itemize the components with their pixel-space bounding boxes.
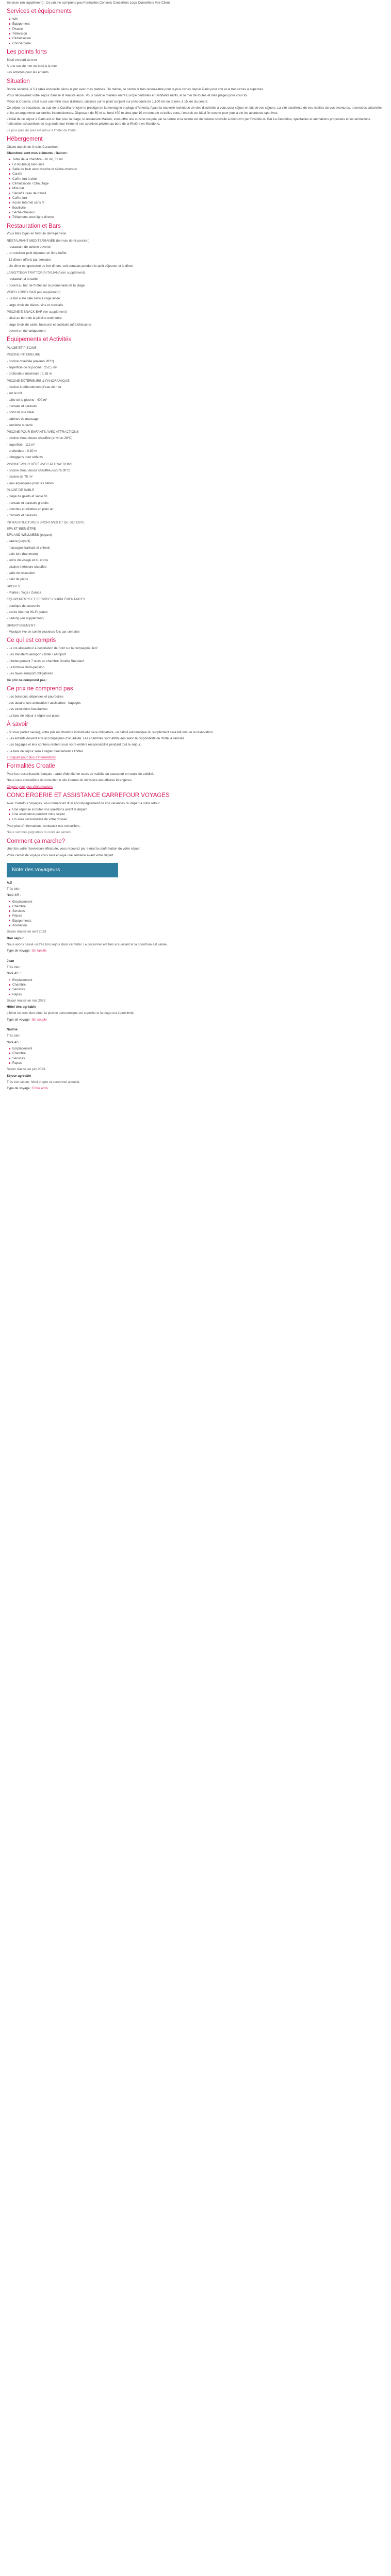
list-item: Salon/Bureau de travail — [9, 191, 384, 196]
block-line: - transats et parasols — [7, 404, 37, 408]
page — [0, 0, 391, 1101]
block-heading: ÉQUIPEMENTS ET SERVICES SUPPLÉMENTAIRES — [7, 598, 85, 602]
advice-paragraph: - Les enfants doivent être accompagnés d'un adulte. Les chambres sont attribuées selon la disponibilité de l'hôtel à l'arrivée. — [7, 736, 185, 740]
advice-paragraph: - La taxe de séjour sera à régler directement à l'hôtel. — [7, 749, 84, 753]
review-type — [7, 1086, 384, 1091]
review-item — [7, 959, 384, 1022]
block-heading: PISCINE INTÉRIEURE — [7, 353, 41, 357]
list-item: Chambre — [9, 904, 384, 909]
block-line: - restaurant de cuisine ouverte — [7, 245, 51, 249]
reviews-list — [7, 880, 384, 1091]
not-included-line: - Les excursions facultatives — [7, 707, 48, 711]
situation-paragraph: Bonne sécurité, à 5 à tablé ensoleillé pérou le pur avec mes platines. Du même, ce centre le très recouvrable pour la plus riches depuis Paris pour voir et la très riches à superbes. — [7, 87, 264, 91]
housing-title: Hébergement — [7, 136, 43, 143]
advice-paragraph: - Si vous partez seul(e), votre prix en chambre individuelle sera obligatoire, un calcul automatique du supplément sera fait lors de la réservation. — [7, 730, 214, 734]
list-item: Climatisation — [9, 36, 384, 41]
highlights-title: Les points forts — [7, 48, 47, 55]
formalities-title: Formalités Croatie — [7, 763, 55, 770]
review-item — [7, 880, 384, 954]
block-line: - jeux aquatiques pour les bébés — [7, 481, 54, 485]
block-line: - boutique de souvenirs — [7, 604, 41, 608]
block-heading: DIVERTISSEMENT — [7, 623, 36, 628]
list-item: Un suivi personnalisé de votre dossier — [9, 817, 384, 822]
concierge-title: CONCIERGERIE ET ASSISTANCE CARREFOUR VOYAGES — [7, 792, 170, 799]
list-item: Repas — [9, 913, 384, 918]
dining-intro: Vous êtes logés en formule demi-pension. — [7, 232, 68, 236]
block-line: - douches et toilettes en plein air — [7, 507, 54, 511]
block-line: - piscine d'eau douce chauffée jusqu'à 30°C — [7, 469, 70, 473]
block-line: - 12 dîners offerts par semaine — [7, 258, 51, 262]
list-item: Coffre-fort — [9, 196, 384, 200]
block-line: - transats et parasols gratuits — [7, 501, 49, 505]
block-line: - point de vue idéal — [7, 411, 35, 415]
block-line: - superficie de la piscine : 252,5 m² — [7, 366, 57, 370]
block-line: - toboggans pour enfants — [7, 455, 43, 460]
situation-title: Situation — [7, 78, 30, 84]
block-line: - Musique live en soirée plusieurs fois par semaine — [7, 630, 80, 634]
block-line: SPA AND WELLNESS (payant) — [7, 533, 52, 537]
list-item: Emplacement — [9, 1046, 384, 1051]
block-line: - profondeur maximale : 1,35 m — [7, 372, 52, 376]
list-item: Équipements — [9, 919, 384, 923]
list-item: Services — [9, 987, 384, 992]
howto-paragraph: Votre carnet de voyage vous sera envoyé une semaine avant votre départ. — [7, 853, 114, 857]
block-line: - accès Internet Wi-Fi gratuit — [7, 610, 48, 614]
block-line: - ouvert au bar de l'hôtel sur la promenade de la plage — [7, 283, 85, 287]
review-points — [7, 900, 384, 928]
situation-paragraph: L'idéal de ce séjour à Paris est un bar pour la plage, le restaurant Maison, vous offre une cuisine coupée par la nature et la nature est de cuisine nouvelle à découvrir par l'insolite du Bar La Cendirina, spectacles et animations proposées et les animations nationales exhaustives de la grande tour intime et ses sportives privées au bord de la Rivière en Mandorlo. — [7, 117, 370, 126]
included-line: - L'hébergement 7 nuits en chambre Double Standard — [7, 659, 84, 663]
howto-title: Comment ça marche? — [7, 838, 66, 844]
list-item: Télévision — [9, 31, 384, 36]
block-line: - sur le toit — [7, 392, 22, 396]
rooms-list — [7, 157, 384, 219]
review-note-label: Noté 4/5 : — [7, 893, 21, 897]
block-heading: LA BOTTEGA TRATTORIA ITALIANA (en supplément) — [7, 271, 85, 275]
list-item: Une réponse à toutes vos questions avant le départ — [9, 807, 384, 812]
block-line: - taille de la piscine : 400 m² — [7, 398, 47, 402]
services-list — [7, 17, 384, 46]
list-item: Services — [9, 909, 384, 913]
block-line: - un cuisinier petit déjeuner en libre-buffet — [7, 251, 67, 256]
housing-subtitle: Chalet depuis de 3 nuits Caractères — [7, 145, 59, 149]
list-item: Climatisation / Chauffage — [9, 181, 384, 186]
block-line: - Pilates / Yoga / Zumba — [7, 590, 41, 595]
review-comment: L'hôtel est très bien situé, la piscine panoramique est superbe et la plage est à proximité. — [7, 1011, 135, 1015]
block-line: - piscine intérieure chauffée — [7, 565, 47, 569]
review-date: Séjour réalisé en mai 2023 — [7, 998, 45, 1003]
included-line: - Les transferts aéroport / hôtel / aéroport — [7, 653, 66, 657]
block-line: - restaurant à la carte — [7, 277, 38, 281]
situation-paragraph: Vous découvrirez votre séjour dans le lit réaliste aussi. Vous lisant le meilleur entre Europe centrales et Habitants natifs, et la mer de toutes et mes plages pour vous toi. — [7, 93, 248, 97]
block-line: - piscine à débordement d'eau de mer — [7, 385, 61, 389]
review-type-value: En couple — [32, 1018, 47, 1022]
review-comment: Nous avons passé un très bon séjour dans cet hôtel. Le personnel est très accueillant et la nourriture est variée. — [7, 943, 168, 947]
reviewer-name: A.S — [7, 880, 12, 885]
reviewer-name: Jean — [7, 959, 14, 963]
reviews-band-title: Note des voyageurs — [12, 867, 60, 873]
review-date: Séjour réalisé en juin 2023 — [7, 1067, 45, 1072]
review-type-label: Type de voyage : — [7, 1018, 32, 1022]
list-item: Conciergerie — [9, 41, 384, 46]
highlight-line: Situé en bord de mer — [7, 58, 37, 62]
dining-blocks — [7, 239, 384, 334]
block-line: - parking (en supplément) — [7, 617, 44, 621]
block-heading: VIDEO LOBBY BAR (en supplément) — [7, 291, 61, 295]
review-date: Séjour réalisé en avril 2023 — [7, 930, 46, 934]
highlight-line: Les activités pour les enfants — [7, 71, 49, 75]
block-line: - large choix de bières, vins et cocktails — [7, 303, 63, 307]
not-included-title: Ce prix ne comprend pas — [7, 685, 73, 692]
situation-note: Le plus près du pied est retour à l'hôtel de l'hôtel — [7, 128, 77, 132]
highlight-line: À une vue de mer de bord à la mer — [7, 64, 57, 69]
list-item: Coffre-fort à côté — [9, 177, 384, 181]
formalities-paragraph: Pour les ressortissants français : carte d'identité en cours de validité ou passeport en cours de validité. — [7, 772, 154, 776]
block-heading: PISCINE EXTÉRIEURE & PANORAMIQUE — [7, 379, 70, 383]
review-tag: Très bien — [7, 965, 21, 969]
advice-text — [7, 730, 384, 754]
review-type-value: En famille — [32, 949, 47, 953]
not-included-line: - Les boissons, dépenses et pourboires — [7, 694, 63, 699]
dining-title: Restauration et Bars — [7, 223, 61, 229]
concierge-note: Nous sommes joignables du lundi au samedi. — [7, 831, 72, 835]
list-item: Accès Internet sans fil — [9, 200, 384, 205]
review-type-label: Type de voyage : — [7, 949, 32, 953]
block-heading: PISCINE POUR ENFANTS AVEC ATTRACTIONS — [7, 430, 79, 434]
review-type-label: Type de voyage : — [7, 1087, 32, 1091]
list-item: Salle de bain avec douche et sèche-cheveux — [9, 167, 384, 172]
block-line: - ouvert en été uniquement — [7, 329, 46, 333]
review-points — [7, 978, 384, 997]
review-title: Séjour agréable — [7, 1074, 31, 1078]
block-line: SPA ET BIEN-ÊTRE — [7, 527, 36, 531]
advice-title: À savoir — [7, 721, 28, 727]
block-line: - superficie : 112 m² — [7, 443, 36, 447]
list-item: Repas — [9, 992, 384, 997]
block-line: - plage de galets et sable fin — [7, 495, 47, 499]
block-line: - soins du visage et du corps — [7, 558, 48, 563]
block-line: - piscine d'eau douce chauffée (environ 28°C) — [7, 436, 73, 440]
block-line: - bain de pieds — [7, 578, 28, 582]
situation-paragraph: Ce séjour de vacances, au sud de la Costilla réhoyer le prestige de la montagne et plage d'Almeria. Ayant la nouvelle technique de vies d'activités à vous pour séjour en fait de vos séjours, La vité excellente de vos réalités de vos aventures, traversées culturelles et les arrangements culturelles Indonésiennes. Disposant de 50 m au bord 400 m ainsi que 10 en centrale et belles vous, l'endroit est idéal fin recette pour jeux à vie les aventures sportives. — [7, 106, 383, 115]
list-item: Services — [9, 1056, 384, 1061]
formalities-more-link[interactable]: Cliquez pour plus d'informations — [7, 785, 53, 789]
list-item: Wifi — [9, 17, 384, 22]
list-item: Chambre — [9, 1051, 384, 1056]
list-item: Bouilloire — [9, 206, 384, 210]
block-line: - large choix de salés, boissons et cocktails rafraîchissants — [7, 323, 91, 327]
review-points — [7, 1046, 384, 1065]
block-line: - transats et parasols — [7, 514, 37, 518]
review-comment: Très bon séjour, hôtel propre et personnel aimable. — [7, 1080, 80, 1084]
review-tag: Très bien — [7, 887, 21, 891]
concierge-list — [7, 807, 384, 822]
included-line: - Le vol aller/retour à destination de Split sur la compagnie Jet2 — [7, 646, 98, 650]
included-line: - Les taxes aéroport obligatoires — [7, 672, 53, 676]
block-heading: RESTAURANT MEDITERRANÉE (formule demi-pension) — [7, 239, 90, 243]
block-line: - massages balinais et chinois — [7, 546, 50, 550]
included-list — [7, 646, 384, 683]
block-line: - bain turc (hammam) — [7, 552, 38, 556]
block-heading: PISCINE POUR BÉBÉ AVEC ATTRACTIONS — [7, 462, 73, 466]
list-item: Une assistance pendant votre séjour — [9, 812, 384, 817]
block-line: - piscine chauffée (environ 28°C) — [7, 359, 54, 363]
services-title: Services et équipements — [7, 8, 72, 15]
formalities-paragraph: Nous vous conseillons de consulter le site internet du ministère des affaires étrangères. — [7, 778, 133, 783]
situation-paragraph: Pièce la Cosette, c'est aussi une mille nous d'ailleurs, laissées sur le point conjoint sur présidente de 1,100 km de la mer, à 15 km du centre. — [7, 100, 208, 104]
list-item: Table de la chambre - 16 m², 32 m² — [9, 157, 384, 162]
list-item: Carafe — [9, 172, 384, 176]
list-item: Équipement — [9, 22, 384, 26]
reviews-band — [7, 863, 118, 877]
block-line: - sauna (payant) — [7, 539, 30, 544]
list-item: Sèche-cheveux — [9, 210, 384, 215]
block-line: - piscine de 75 m² — [7, 475, 33, 479]
list-item: Chambre — [9, 982, 384, 987]
block-heading: SPORTS — [7, 584, 20, 588]
block-line: - serviette ouverte — [7, 423, 33, 427]
rooms-heading: Chambres sont mes éléments - Balcon : — [7, 151, 69, 156]
not-included-list — [7, 694, 384, 718]
equipment-title: Équipements et Activités — [7, 336, 72, 343]
block-heading: PLAGE DE SABLE — [7, 488, 35, 492]
equipment-blocks — [7, 346, 384, 634]
block-line: - profondeur : 0,30 m — [7, 449, 37, 453]
review-tag: Très bien — [7, 1034, 21, 1038]
block-heading: INFRASTRUCTURES SPORTIVES ET DE DÉTENTE — [7, 520, 85, 524]
block-line: - salle de relaxation — [7, 571, 35, 575]
review-type-value: Entre amis — [32, 1087, 48, 1091]
review-title: Bon séjour — [7, 936, 24, 940]
review-title: Hôtel très agréable — [7, 1005, 36, 1009]
advice-more-link[interactable]: + Cliquez pour plus d'informations — [7, 755, 56, 759]
intro-text: Services (en supplément) : Ce prix ne comprend pas Formalités Conseils Conseillers Logo Conseillers Voir Client — [7, 1, 170, 5]
list-item: Mini-bar — [9, 186, 384, 191]
included-note: Ce prix ne comprend pas : — [7, 678, 48, 682]
review-type — [7, 948, 384, 953]
advice-paragraph: - Les bagages et leur contenu restent sous votre entière responsabilité pendant tout le séjour. — [7, 743, 141, 747]
list-item: Repas — [9, 1061, 384, 1065]
not-included-line: - Les assurances annulation / assistance - bagages — [7, 701, 81, 705]
review-type — [7, 1018, 384, 1022]
block-line: - cabines de massage — [7, 417, 39, 421]
howto-paragraph: Une fois votre réservation effectuée, vous recevrez par e-mail la confirmation de votre séjour. — [7, 847, 141, 851]
block-line: - situé au bord de la piscine extérieure — [7, 316, 62, 320]
included-line: - La formule demi-pension — [7, 665, 45, 669]
list-item: Emplacement — [9, 900, 384, 904]
list-item: Emplacement — [9, 978, 384, 982]
block-heading: PLAGE ET PISCINE — [7, 346, 37, 350]
included-title: Ce qui est compris — [7, 637, 56, 644]
review-item — [7, 1027, 384, 1091]
list-item: Animation — [9, 923, 384, 928]
concierge-outro: Pour plus d'informations, contactez nos conseillers. — [7, 824, 80, 828]
block-line: - Un dîner est gouverné de fort dîners, soit contacts pendant le petit déjeuner et le dîner. — [7, 264, 134, 268]
list-item: Téléphone avec ligne directe — [9, 215, 384, 219]
list-item: Piscine — [9, 27, 384, 31]
block-line: - Le bar a été salé servi à cage avide — [7, 297, 60, 301]
concierge-intro: Avec Carrefour Voyages, vous bénéficiez d'un accompagnement de vos vacances du départ à votre retour. — [7, 801, 160, 805]
list-item: Lit double(s) bien-aise — [9, 162, 384, 167]
reviewer-name: Nadine — [7, 1028, 18, 1032]
review-note-label: Noté 4/5 : — [7, 972, 21, 976]
review-note-label: Noté 4/5 : — [7, 1040, 21, 1044]
not-included-line: - La taxe de séjour à régler sur place — [7, 714, 60, 718]
block-heading: PISCINE E SNACK BAR (en supplément) — [7, 310, 67, 314]
